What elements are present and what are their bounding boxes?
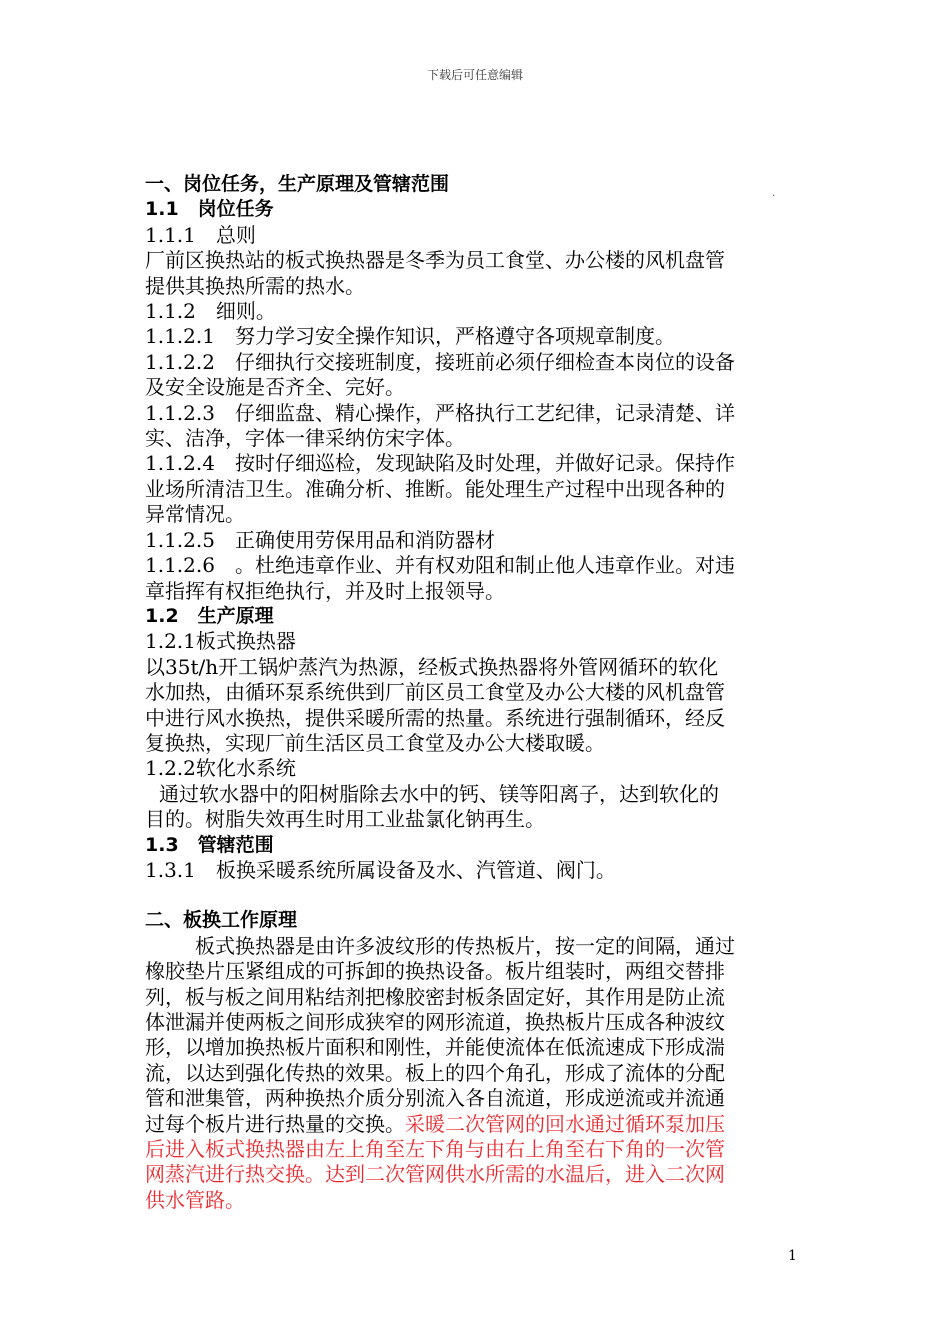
clause-1-1-2-6: 1.1.2.6 。杜绝违章作业、并有权劝阻和制止他人违章作业。对违: [145, 553, 735, 578]
paragraph-line: 以35t/h开工锅炉蒸汽为热源，经板式换热器将外管网循环的软化: [145, 654, 719, 679]
paragraph-line: 体泄漏并使两板之间形成狭窄的网形流道，换热板片压成各种波纹: [145, 1010, 725, 1034]
highlighted-text: 采暖二次管网的回水通过循环泵加压: [405, 1111, 725, 1136]
paragraph-line: 厂前区换热站的板式换热器是冬季为员工食堂、办公楼的风机盘管: [145, 248, 725, 273]
paragraph-line: 水加热，由循环泵系统供到厂前区员工食堂及办公大楼的风机盘管: [145, 680, 725, 705]
paragraph-line: 及安全设施是否齐全、完好。: [145, 375, 405, 400]
paragraph-line: 通过软水器中的阳树脂除去水中的钙、镁等阳离子，达到软化的: [159, 781, 719, 806]
clause-1-1-2-1: 1.1.2.1 努力学习安全操作知识，严格遵守各项规章制度。: [145, 324, 675, 349]
clause-1-2-1: 1.2.1板式换热器: [145, 629, 296, 654]
clause-1-1-2: 1.1.2 细则。: [145, 299, 276, 324]
paragraph-line: 管和泄集管，两种换热介质分别流入各自流道，形成逆流或并流通: [145, 1086, 725, 1111]
clause-1-1-2-4: 1.1.2.4 按时仔细巡检，发现缺陷及时处理，并做好记录。保持作: [145, 451, 735, 476]
highlighted-line: 供水管路。: [145, 1187, 245, 1212]
clause-1-1-2-5: 1.1.2.5 正确使用劳保用品和消防器材: [145, 527, 495, 552]
clause-1-2-2: 1.2.2软化水系统: [145, 756, 296, 781]
paragraph-line: 目的。树脂失效再生时用工业盐氯化钠再生。: [145, 807, 545, 832]
paragraph-line: 异常情况。: [145, 502, 245, 527]
clause-1-1-1: 1.1.1 总则: [145, 222, 256, 247]
subsection-heading-1-2: 1.2 生产原理: [145, 604, 274, 627]
section-heading-2: 二、板换工作原理: [145, 909, 298, 932]
page-number: 1: [788, 1248, 797, 1264]
paragraph-line: 列，板与板之间用粘结剂把橡胶密封板条固定好，其作用是防止流: [145, 984, 725, 1009]
paragraph-line: 复换热，实现厂前生活区员工食堂及办公大楼取暖。: [145, 730, 605, 755]
page-header: 下载后可任意编辑: [426, 68, 523, 82]
section-heading-1: 一、岗位任务，生产原理及管辖范围: [145, 173, 450, 195]
highlighted-line: 后进入板式换热器由左上角至左下角与由右上角至右下角的一次管: [145, 1137, 725, 1162]
subsection-heading-1-1: 1.1 岗位任务: [145, 198, 274, 221]
highlighted-line: 网蒸汽进行热交换。达到二次管网供水所需的水温后，进入二次网: [145, 1162, 725, 1187]
clause-1-3-1: 1.3.1 板换采暖系统所属设备及水、汽管道、阀门。: [145, 857, 616, 882]
paragraph-text: 过每个板片进行热量的交换。: [145, 1111, 405, 1136]
paragraph-line: 业场所清洁卫生。准确分析、推断。能处理生产过程中出现各种的: [145, 476, 725, 501]
paragraph-line: 形，以增加换热板片面积和刚性，并能使流体在低流速成下形成湍: [145, 1035, 725, 1060]
paragraph-line: 板式换热器是由许多波纹形的传热板片，按一定的间隔，通过: [195, 933, 735, 958]
paragraph-line: 提供其换热所需的热水。: [145, 273, 365, 298]
document-body: [145, 172, 810, 1213]
paragraph-line: 流，以达到强化传热的效果。板上的四个角孔，形成了流体的分配: [145, 1060, 725, 1085]
clause-1-1-2-3: 1.1.2.3 仔细监盘、精心操作，严格执行工艺纪律，记录清楚、详: [145, 400, 735, 425]
blank-line: [145, 883, 810, 908]
paragraph-line: [145, 1112, 810, 1137]
clause-1-1-2-2: 1.1.2.2 仔细执行交接班制度，接班前必须仔细检查本岗位的设备: [145, 349, 735, 374]
paragraph-line: 章指挥有权拒绝执行，并及时上报领导。: [145, 578, 505, 603]
subsection-heading-1-3: 1.3 管辖范围: [145, 833, 274, 856]
paragraph-line: 中进行风水换热，提供采暖所需的热量。系统进行强制循环，经反: [145, 705, 725, 730]
paragraph-line: 实、洁净，字体一律采纳仿宋字体。: [145, 426, 465, 451]
paragraph-line: 橡胶垫片压紧组成的可拆卸的换热设备。板片组装时，两组交替排: [145, 959, 725, 984]
header-dot: .: [772, 188, 776, 199]
